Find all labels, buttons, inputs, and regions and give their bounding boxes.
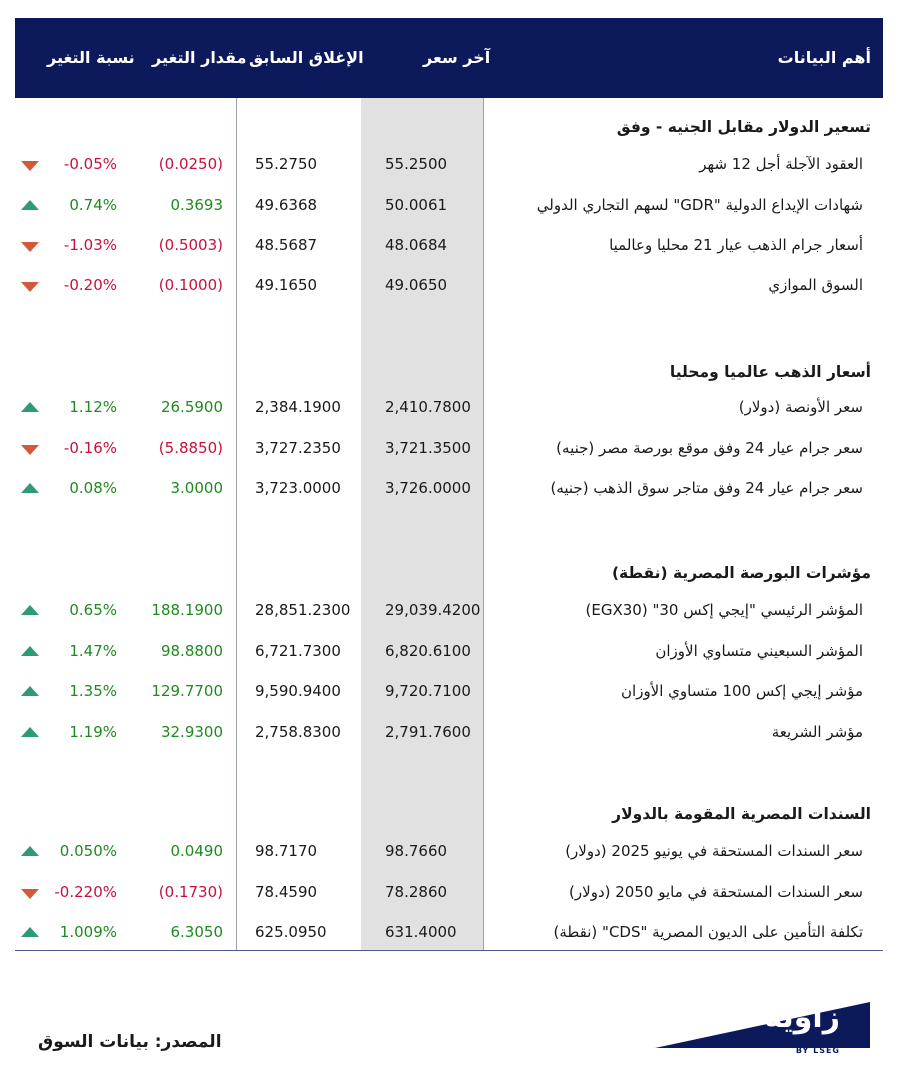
table-row: [15, 232, 883, 262]
change-value: (0.0250): [158, 155, 223, 173]
triangle-down-icon: [21, 889, 39, 899]
row-label: المؤشر الرئيسي "إيجي إكس 30" (EGX30): [585, 601, 863, 619]
previous-close: 9,590.9400: [255, 682, 341, 700]
source-note: المصدر: بيانات السوق: [38, 1032, 222, 1052]
header-previous-close: الإغلاق السابق: [249, 48, 364, 67]
header-percent-change: نسبة التغير: [47, 48, 135, 67]
table-bottom-border: [15, 950, 883, 951]
percent-change: -0.05%: [63, 155, 117, 173]
triangle-down-icon: [21, 161, 39, 171]
triangle-down-icon: [21, 282, 39, 292]
change-value: 26.5900: [160, 398, 223, 416]
logo-subtext: BY LSEG: [795, 1046, 840, 1055]
previous-close: 6,721.7300: [255, 642, 341, 660]
triangle-up-icon: [21, 686, 39, 696]
triangle-up-icon: [21, 402, 39, 412]
last-price: 78.2860: [385, 883, 448, 901]
triangle-down-icon: [21, 242, 39, 252]
last-price-column-bg: [361, 98, 483, 950]
previous-close: 2,758.8300: [255, 723, 341, 741]
previous-close: 3,723.0000: [255, 479, 341, 497]
row-label: السوق الموازي: [768, 276, 863, 294]
row-label: سعر السندات المستحقة في يونيو 2025 (دولار): [565, 842, 863, 860]
change-value: 3.0000: [170, 479, 223, 497]
row-label: العقود الآجلة أجل 12 شهر: [699, 155, 863, 173]
table-row: [15, 151, 883, 181]
last-price: 55.2500: [385, 155, 448, 173]
table-header: [15, 18, 883, 98]
previous-close: 48.5687: [255, 236, 318, 254]
triangle-up-icon: [21, 927, 39, 937]
section-title: السندات المصرية المقومة بالدولار: [612, 805, 871, 823]
percent-change: 0.050%: [59, 842, 117, 860]
change-value: 6.3050: [170, 923, 223, 941]
change-value: 0.0490: [170, 842, 223, 860]
table-row: [15, 272, 883, 302]
last-price: 631.4000: [385, 923, 457, 941]
percent-change: 0.08%: [69, 479, 117, 497]
triangle-up-icon: [21, 727, 39, 737]
last-price: 48.0684: [385, 236, 448, 254]
previous-close: 625.0950: [255, 923, 327, 941]
table-row: [15, 638, 883, 668]
section-title: أسعار الذهب عالميا ومحليا: [669, 363, 871, 381]
change-value: (5.8850): [158, 439, 223, 457]
section-title: تسعير الدولار مقابل الجنيه - وفق: [616, 118, 871, 136]
table-row: [15, 192, 883, 222]
zawya-logo: [655, 1000, 870, 1055]
change-value: 32.9300: [160, 723, 223, 741]
last-price: 3,721.3500: [385, 439, 471, 457]
market-data-table: [15, 18, 883, 970]
percent-change: -0.16%: [63, 439, 117, 457]
row-label: مؤشر إيجي إكس 100 متساوي الأوزان: [621, 682, 863, 700]
percent-change: 1.35%: [69, 682, 117, 700]
previous-close: 49.6368: [255, 196, 318, 214]
percent-change: 1.009%: [59, 923, 117, 941]
percent-change: 1.19%: [69, 723, 117, 741]
previous-close: 2,384.1900: [255, 398, 341, 416]
triangle-up-icon: [21, 483, 39, 493]
table-row: [15, 838, 883, 868]
previous-close: 78.4590: [255, 883, 318, 901]
triangle-up-icon: [21, 846, 39, 856]
previous-close: 55.2750: [255, 155, 318, 173]
header-label: أهم البيانات: [777, 48, 871, 67]
section-title: مؤشرات البورصة المصرية (نقطة): [611, 564, 871, 582]
table-row: [15, 597, 883, 627]
last-price: 6,820.6100: [385, 642, 471, 660]
logo-text: زاوية: [764, 1000, 840, 1035]
percent-change: -1.03%: [63, 236, 117, 254]
column-divider: [236, 98, 237, 950]
table-row: [15, 719, 883, 749]
triangle-down-icon: [21, 445, 39, 455]
change-value: 188.1900: [151, 601, 223, 619]
triangle-up-icon: [21, 200, 39, 210]
row-label: سعر جرام عيار 24 وفق موقع بورصة مصر (جنيه): [556, 439, 863, 457]
row-label: مؤشر الشريعة: [771, 723, 863, 741]
change-value: 98.8800: [160, 642, 223, 660]
header-change: مقدار التغير: [152, 48, 247, 67]
change-value: (0.1000): [158, 276, 223, 294]
percent-change: -0.20%: [63, 276, 117, 294]
row-label: سعر السندات المستحقة في مايو 2050 (دولار): [569, 883, 863, 901]
last-price: 50.0061: [385, 196, 448, 214]
percent-change: 0.65%: [69, 601, 117, 619]
previous-close: 3,727.2350: [255, 439, 341, 457]
row-label: المؤشر السبعيني متساوي الأوزان: [655, 642, 863, 660]
row-label: أسعار جرام الذهب عيار 21 محليا وعالميا: [609, 236, 863, 254]
last-price: 3,726.0000: [385, 479, 471, 497]
last-price: 9,720.7100: [385, 682, 471, 700]
change-value: 129.7700: [151, 682, 223, 700]
last-price: 29,039.4200: [385, 601, 481, 619]
triangle-up-icon: [21, 605, 39, 615]
percent-change: 1.47%: [69, 642, 117, 660]
table-row: [15, 879, 883, 909]
column-divider: [483, 98, 484, 950]
row-label: شهادات الإيداع الدولية "GDR" لسهم التجاري الدولي: [536, 196, 863, 214]
row-label: سعر الأونصة (دولار): [738, 398, 863, 416]
change-value: (0.5003): [158, 236, 223, 254]
previous-close: 28,851.2300: [255, 601, 351, 619]
table-row: [15, 678, 883, 708]
table-row: [15, 475, 883, 505]
percent-change: -0.220%: [54, 883, 117, 901]
table-row: [15, 435, 883, 465]
previous-close: 49.1650: [255, 276, 318, 294]
last-price: 49.0650: [385, 276, 448, 294]
row-label: سعر جرام عيار 24 وفق متاجر سوق الذهب (جنيه): [550, 479, 863, 497]
table-body: [15, 98, 883, 970]
header-last-price: آخر سعر: [423, 48, 491, 67]
table-row: [15, 919, 883, 949]
triangle-up-icon: [21, 646, 39, 656]
previous-close: 98.7170: [255, 842, 318, 860]
change-value: (0.1730): [158, 883, 223, 901]
percent-change: 0.74%: [69, 196, 117, 214]
last-price: 2,791.7600: [385, 723, 471, 741]
row-label: تكلفة التأمين على الديون المصرية "CDS" (نقطة): [553, 923, 863, 941]
last-price: 98.7660: [385, 842, 448, 860]
table-row: [15, 394, 883, 424]
last-price: 2,410.7800: [385, 398, 471, 416]
percent-change: 1.12%: [69, 398, 117, 416]
change-value: 0.3693: [170, 196, 223, 214]
